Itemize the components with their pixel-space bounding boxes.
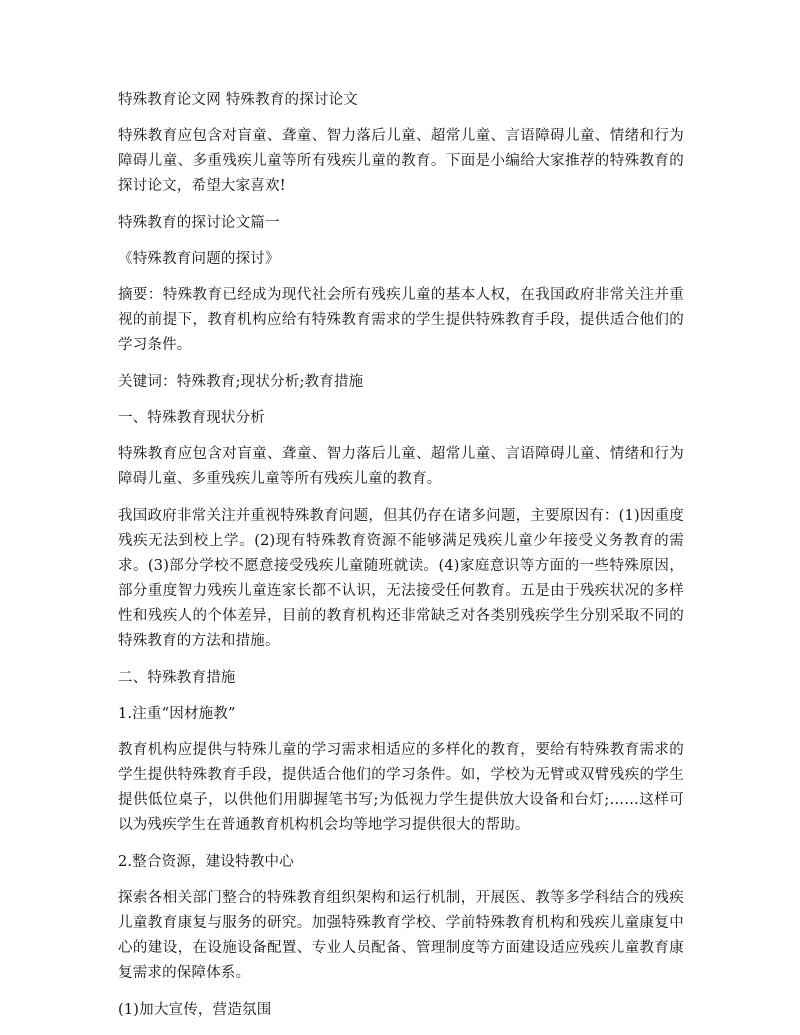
abstract-paragraph: 摘要：特殊教育已经成为现代社会所有残疾儿童的基本人权，在我国政府非常关注并重视的前提下，教育机构应给有特殊教育需求的学生提供特殊教育手段，提供适合他们的学习条件。 xyxy=(118,287,684,353)
section-heading-2: 二、特殊教育措施 xyxy=(118,670,236,686)
body-paragraph: 特殊教育应包含对盲童、聋童、智力落后儿童、超常儿童、言语障碍儿童、情绪和行为障碍儿童、多重残疾儿童等所有残疾儿童的教育。 xyxy=(118,446,684,487)
document-title: 特殊教育论文网 特殊教育的探讨论文 xyxy=(118,92,359,108)
section-heading-1: 一、特殊教育现状分析 xyxy=(118,410,265,426)
sub-item-heading: (1)加大宣传，营造氛围 xyxy=(118,1002,272,1018)
keywords-line: 关键词：特殊教育;现状分析;教育措施 xyxy=(118,374,364,390)
body-paragraph: 教育机构应提供与特殊儿童的学习需求相适应的多样化的教育，要给有特殊教育需求的学生提供特殊教育手段，提供适合他们的学习条件。如，学校为无臂或双臂残疾的学生提供低位桌子，以供他们用脚握笔书写;为低视力学生提供放大设备和台灯;……这样可以为残疾学生在普通教育机构机会均等地学习提供很大的帮助。 xyxy=(118,742,684,833)
document-body xyxy=(118,88,684,1034)
article-heading: 特殊教育的探讨论文篇一 xyxy=(118,215,280,231)
subsection-heading-1: 1.注重“因材施教” xyxy=(118,706,236,722)
body-paragraph: 探索各相关部门整合的特殊教育组织架构和运行机制，开展医、教等多学科结合的残疾儿童教育康复与服务的研究。加强特殊教育学校、学前特殊教育机构和残疾儿童康复中心的建设，在设施设备配置、专业人员配备、管理制度等方面建设适应残疾儿童教育康复需求的保障体系。 xyxy=(118,890,684,981)
article-title: 《特殊教育问题的探讨》 xyxy=(118,251,280,267)
body-paragraph: 我国政府非常关注并重视特殊教育问题，但其仍存在诸多问题，主要原因有：(1)因重度残疾无法到校上学。(2)现有特殊教育资源不能够满足残疾儿童少年接受义务教育的需求。(3)部分学校不愿意接受残疾儿童随班就读。(4)家庭意识等方面的一些特殊原因，部分重度智力残疾儿童连家长都不认识，无法接受任何教育。五是由于残疾状况的多样性和残疾人的个体差异，目前的教育机构还非常缺乏对各类别残疾学生分别采取不同的特殊教育的方法和措施。 xyxy=(118,508,684,649)
intro-paragraph: 特殊教育应包含对盲童、聋童、智力落后儿童、超常儿童、言语障碍儿童、情绪和行为障碍儿童、多重残疾儿童等所有残疾儿童的教育。下面是小编给大家推荐的特殊教育的探讨论文，希望大家喜欢! xyxy=(118,128,684,194)
subsection-heading-2: 2.整合资源，建设特教中心 xyxy=(118,854,294,870)
